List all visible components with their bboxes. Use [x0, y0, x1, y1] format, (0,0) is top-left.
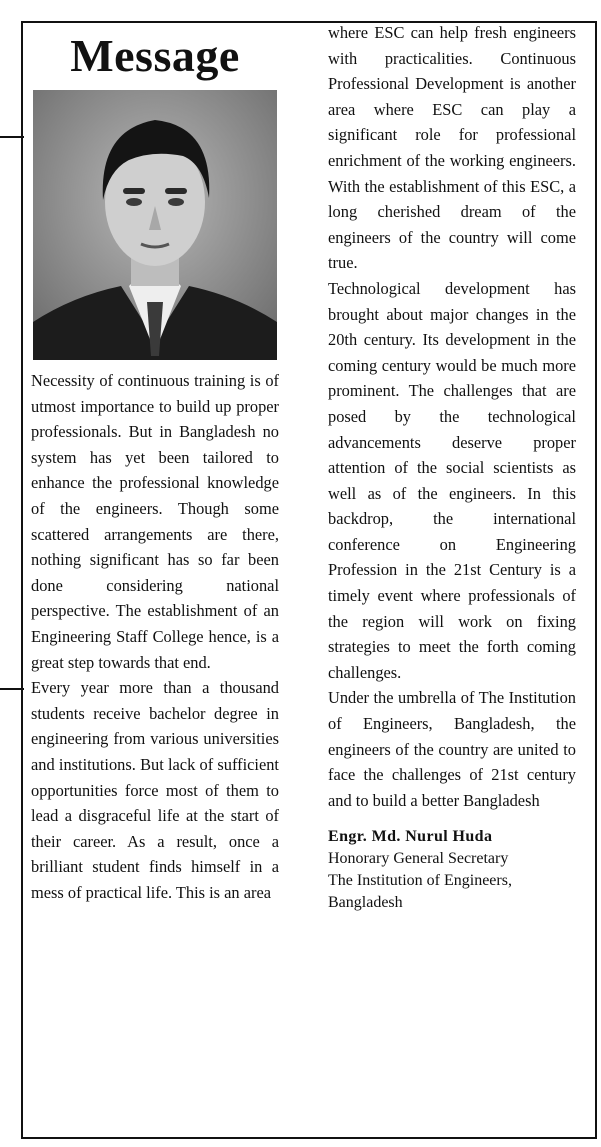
left-column — [31, 28, 279, 905]
page-title: Message — [70, 30, 240, 81]
margin-tick — [0, 136, 24, 138]
body-paragraph: where ESC can help fresh engineers with practicalities. Continuous Professional Development is another area where ESC can play a significant role for professional enrichment of the working engineers. With the establishment of this ESC, a long cherished dream of the engineers of the country will come true. — [328, 23, 576, 273]
signature-name: Engr. Md. Nurul Huda — [328, 828, 493, 846]
body-paragraph: Technological development has brought about major changes in the 20th century. Its development in the coming century would be much more prominent. The challenges that are posed by the technological advancements deserve proper attention of the social scientists as well as of the engineers. In this backdrop, the international conference on Engineering Profession in the 21st Century is a timely event where professionals of the region will work on fixing strategies to meet the forth coming challenges. — [328, 278, 576, 682]
margin-tick — [0, 688, 24, 690]
signature-country: Bangladesh — [328, 894, 403, 912]
portrait-illustration — [33, 90, 277, 360]
body-paragraph: Under the umbrella of The Institution of Engineers, Bangladesh, the engineers of the country are united to face the challenges of 21st century and to build a better Bangladesh — [328, 688, 576, 810]
signature-organization: The Institution of Engineers, — [328, 872, 512, 890]
signature-role: Honorary General Secretary — [328, 850, 509, 868]
portrait-photo — [33, 90, 277, 360]
right-column — [328, 20, 576, 914]
body-paragraph: Every year more than a thousand students receive bachelor degree in engineering from various universities and institutions. But lack of sufficient opportunities force most of them to lead a disgraceful life at the start of their career. As a result, once a brilliant student finds himself in a mess of practical life. This is an area — [31, 678, 279, 902]
body-paragraph: Necessity of continuous training is of utmost importance to build up proper professionals. But in Bangladesh no system has yet been tailored to enhance the professional knowledge of the engineers. Though some scattered arrangements are there, nothing significant has so far been done considering national perspective. The establishment of an Engineering Staff College hence, is a great step towards that end. — [31, 371, 279, 672]
